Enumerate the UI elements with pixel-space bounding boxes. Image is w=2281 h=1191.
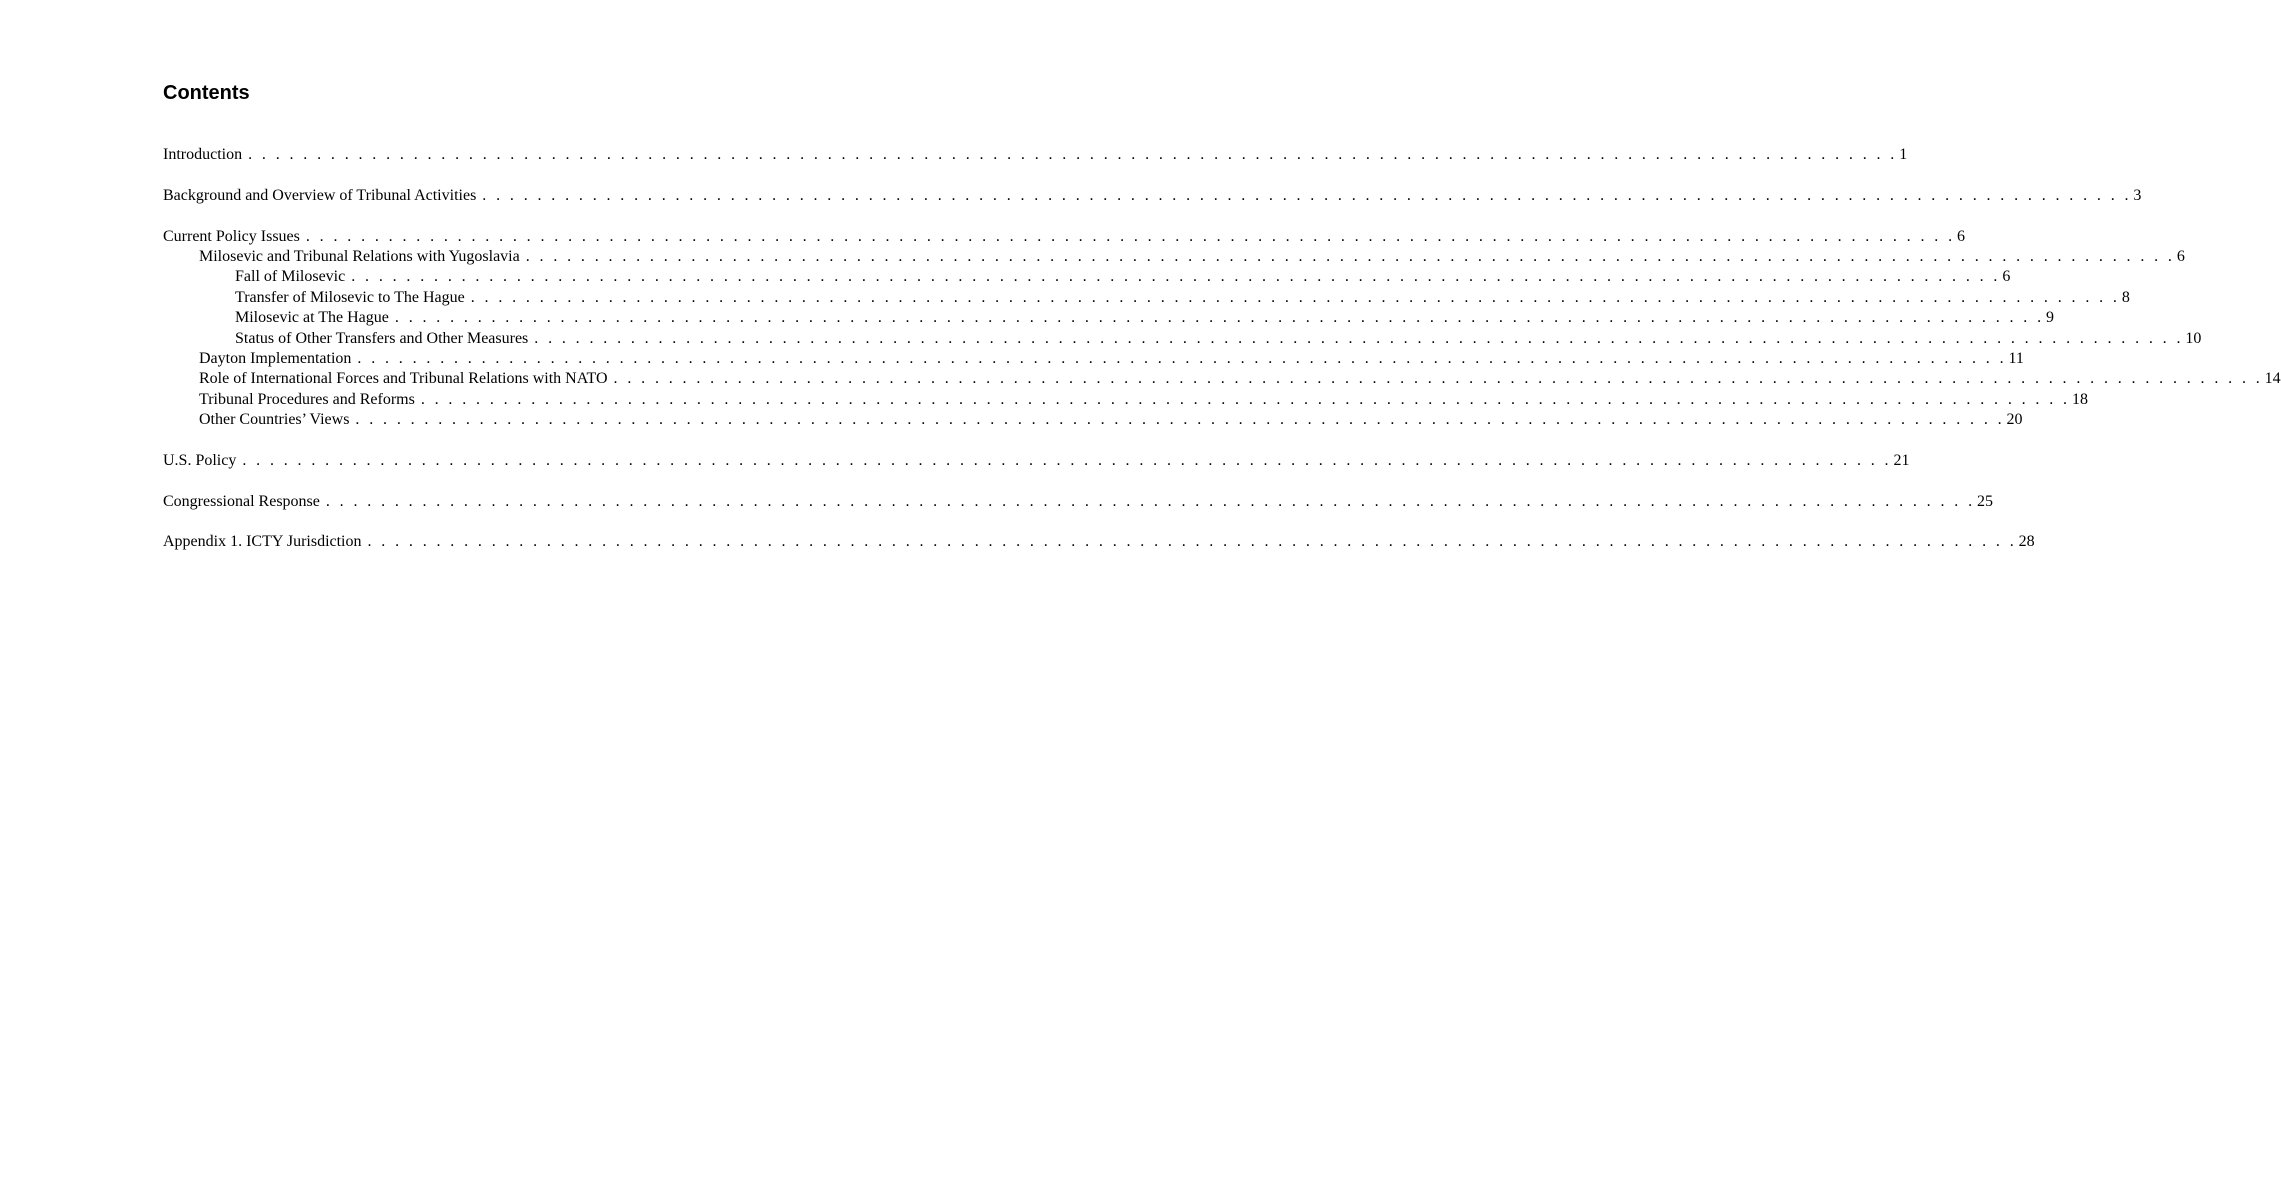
toc-dot-leader: . . . . . . . . . . . . . . . . . . . . . . . . . . . . . . . . . . . . . . . . . . . . . . . . . . . . . . . . . . . . . . . . . . . . . . . . . . . . . . . . . . . . . . . . . . . . . . . . . . . . . . . . . . . . . . . . . . . . . . . . xyxy=(420,390,2070,408)
toc-entry-label: Introduction xyxy=(163,146,243,163)
toc-entry-label: Congressional Response xyxy=(163,492,320,510)
toc-page-number: 6 xyxy=(2002,268,2011,286)
toc-entry[interactable] xyxy=(163,451,1910,471)
toc-page-number: 25 xyxy=(1976,492,1993,510)
toc-dot-leader: . . . . . . . . . . . . . . . . . . . . . . . . . . . . . . . . . . . . . . . . . . . . . . . . . . . . . . . . . . . . . . . . . . . . . . . . . . . . . . . . . . . . . . . . . . . . . . . . . . . . . . . . . . . . . . . . . . . . . . . . xyxy=(525,247,2175,265)
toc-page-number: 6 xyxy=(1956,227,1965,245)
toc-entry-label: Tribunal Procedures and Reforms xyxy=(199,390,415,408)
toc-page-number: 18 xyxy=(2071,390,2088,408)
toc-entry-label: Role of International Forces and Tribunal Relations with NATO xyxy=(199,370,608,388)
toc-page-number: 6 xyxy=(2176,247,2185,265)
toc-dot-leader: . . . . . . . . . . . . . . . . . . . . . . . . . . . . . . . . . . . . . . . . . . . . . . . . . . . . . . . . . . . . . . . . . . . . . . . . . . . . . . . . . . . . . . . . . . . . . . . . . . . . . . . . . . . . . . . . . . . . . . . . xyxy=(482,186,2132,204)
toc-dot-leader: . . . . . . . . . . . . . . . . . . . . . . . . . . . . . . . . . . . . . . . . . . . . . . . . . . . . . . . . . . . . . . . . . . . . . . . . . . . . . . . . . . . . . . . . . . . . . . . . . . . . . . . . . . . . . . . . . . . . . . . . xyxy=(367,533,2017,551)
toc-entry-label: Dayton Implementation xyxy=(199,349,352,367)
toc-entry[interactable] xyxy=(163,349,2024,369)
toc-page-number: 10 xyxy=(2185,329,2202,347)
toc-page-number: 1 xyxy=(1899,146,1908,163)
toc-entry-label: Appendix 1. ICTY Jurisdiction xyxy=(163,533,362,551)
toc-entry[interactable] xyxy=(163,227,1965,247)
toc-entry[interactable] xyxy=(163,247,2185,267)
toc-page-number: 3 xyxy=(2133,186,2142,204)
toc-entry[interactable] xyxy=(163,267,2011,287)
toc-page-number: 20 xyxy=(2006,411,2023,429)
toc-dot-leader: . . . . . . . . . . . . . . . . . . . . . . . . . . . . . . . . . . . . . . . . . . . . . . . . . . . . . . . . . . . . . . . . . . . . . . . . . . . . . . . . . . . . . . . . . . . . . . . . . . . . . . . . . . . . . . . . . . . . . . . . xyxy=(242,451,1892,469)
toc-dot-leader: . . . . . . . . . . . . . . . . . . . . . . . . . . . . . . . . . . . . . . . . . . . . . . . . . . . . . . . . . . . . . . . . . . . . . . . . . . . . . . . . . . . . . . . . . . . . . . . . . . . . . . . . . . . . . . . . . . . . . . . . xyxy=(305,227,1955,245)
toc-entry[interactable] xyxy=(163,329,2202,349)
toc-page-number: 11 xyxy=(2008,349,2024,367)
toc-dot-leader: . . . . . . . . . . . . . . . . . . . . . . . . . . . . . . . . . . . . . . . . . . . . . . . . . . . . . . . . . . . . . . . . . . . . . . . . . . . . . . . . . . . . . . . . . . . . . . . . . . . . . . . . . . . . . . . . . . . . . . . . xyxy=(357,349,2007,367)
toc-entry[interactable] xyxy=(163,410,2023,430)
toc-dot-leader: . . . . . . . . . . . . . . . . . . . . . . . . . . . . . . . . . . . . . . . . . . . . . . . . . . . . . . . . . . . . . . . . . . . . . . . . . . . . . . . . . . . . . . . . . . . . . . . . . . . . . . . . . . . . . . . . . . . . . . . . xyxy=(613,370,2263,388)
contents-heading: Contents xyxy=(163,82,250,104)
toc-page-number: 28 xyxy=(2018,533,2035,551)
toc-entry[interactable] xyxy=(163,186,2142,206)
toc-entry[interactable] xyxy=(163,492,1993,512)
toc-dot-leader: . . . . . . . . . . . . . . . . . . . . . . . . . . . . . . . . . . . . . . . . . . . . . . . . . . . . . . . . . . . . . . . . . . . . . . . . . . . . . . . . . . . . . . . . . . . . . . . . . . . . . . . . . . . . . . . . . . . . . . . . xyxy=(325,492,1975,510)
toc-dot-leader: . . . . . . . . . . . . . . . . . . . . . . . . . . . . . . . . . . . . . . . . . . . . . . . . . . . . . . . . . . . . . . . . . . . . . . . . . . . . . . . . . . . . . . . . . . . . . . . . . . . . . . . . . . . . . . . . . . . . . . . . xyxy=(534,329,2184,347)
table-of-contents xyxy=(163,145,2281,553)
toc-page-number: 9 xyxy=(2046,309,2054,327)
toc-entry-label: Milosevic and Tribunal Relations with Yugoslavia xyxy=(199,247,520,265)
toc-dot-leader: . . . . . . . . . . . . . . . . . . . . . . . . . . . . . . . . . . . . . . . . . . . . . . . . . . . . . . . . . . . . . . . . . . . . . . . . . . . . . . . . . . . . . . . . . . . . . . . . . . . . . . . . . . . . . . . . . . . . . . . . xyxy=(351,268,2001,286)
toc-page-number: 14 xyxy=(2264,370,2281,388)
toc-page-number: 21 xyxy=(1893,451,1910,469)
toc-dot-leader: . . . . . . . . . . . . . . . . . . . . . . . . . . . . . . . . . . . . . . . . . . . . . . . . . . . . . . . . . . . . . . . . . . . . . . . . . . . . . . . . . . . . . . . . . . . . . . . . . . . . . . . . . . . . . . . . . . . . . . . . xyxy=(248,146,1898,163)
toc-dot-leader: . . . . . . . . . . . . . . . . . . . . . . . . . . . . . . . . . . . . . . . . . . . . . . . . . . . . . . . . . . . . . . . . . . . . . . . . . . . . . . . . . . . . . . . . . . . . . . . . . . . . . . . . . . . . . . . . . . . . . . . . xyxy=(355,411,2005,429)
toc-dot-leader: . . . . . . . . . . . . . . . . . . . . . . . . . . . . . . . . . . . . . . . . . . . . . . . . . . . . . . . . . . . . . . . . . . . . . . . . . . . . . . . . . . . . . . . . . . . . . . . . . . . . . . . . . . . . . . . . . . . . . . . . xyxy=(470,288,2120,306)
toc-entry[interactable] xyxy=(163,308,2054,328)
toc-page-number: 8 xyxy=(2121,288,2130,306)
toc-entry-label: Status of Other Transfers and Other Measures xyxy=(235,329,529,347)
toc-entry[interactable] xyxy=(163,532,2035,552)
toc-entry[interactable] xyxy=(163,369,2281,389)
toc-entry-label: Transfer of Milosevic to The Hague xyxy=(235,288,465,306)
toc-dot-leader: . . . . . . . . . . . . . . . . . . . . . . . . . . . . . . . . . . . . . . . . . . . . . . . . . . . . . . . . . . . . . . . . . . . . . . . . . . . . . . . . . . . . . . . . . . . . . . . . . . . . . . . . . . . . . . . . . . . . . . . . xyxy=(394,309,2044,327)
toc-entry[interactable] xyxy=(163,288,2130,308)
toc-entry-label: Background and Overview of Tribunal Activities xyxy=(163,186,477,204)
toc-entry-label: Current Policy Issues xyxy=(163,227,300,245)
toc-entry[interactable] xyxy=(163,145,1908,165)
toc-entry-label: Fall of Milosevic xyxy=(235,268,346,286)
toc-entry-label: Milosevic at The Hague xyxy=(235,309,389,327)
toc-entry[interactable] xyxy=(163,390,2088,410)
toc-entry-label: Other Countries’ Views xyxy=(199,411,350,429)
toc-entry-label: U.S. Policy xyxy=(163,451,237,469)
